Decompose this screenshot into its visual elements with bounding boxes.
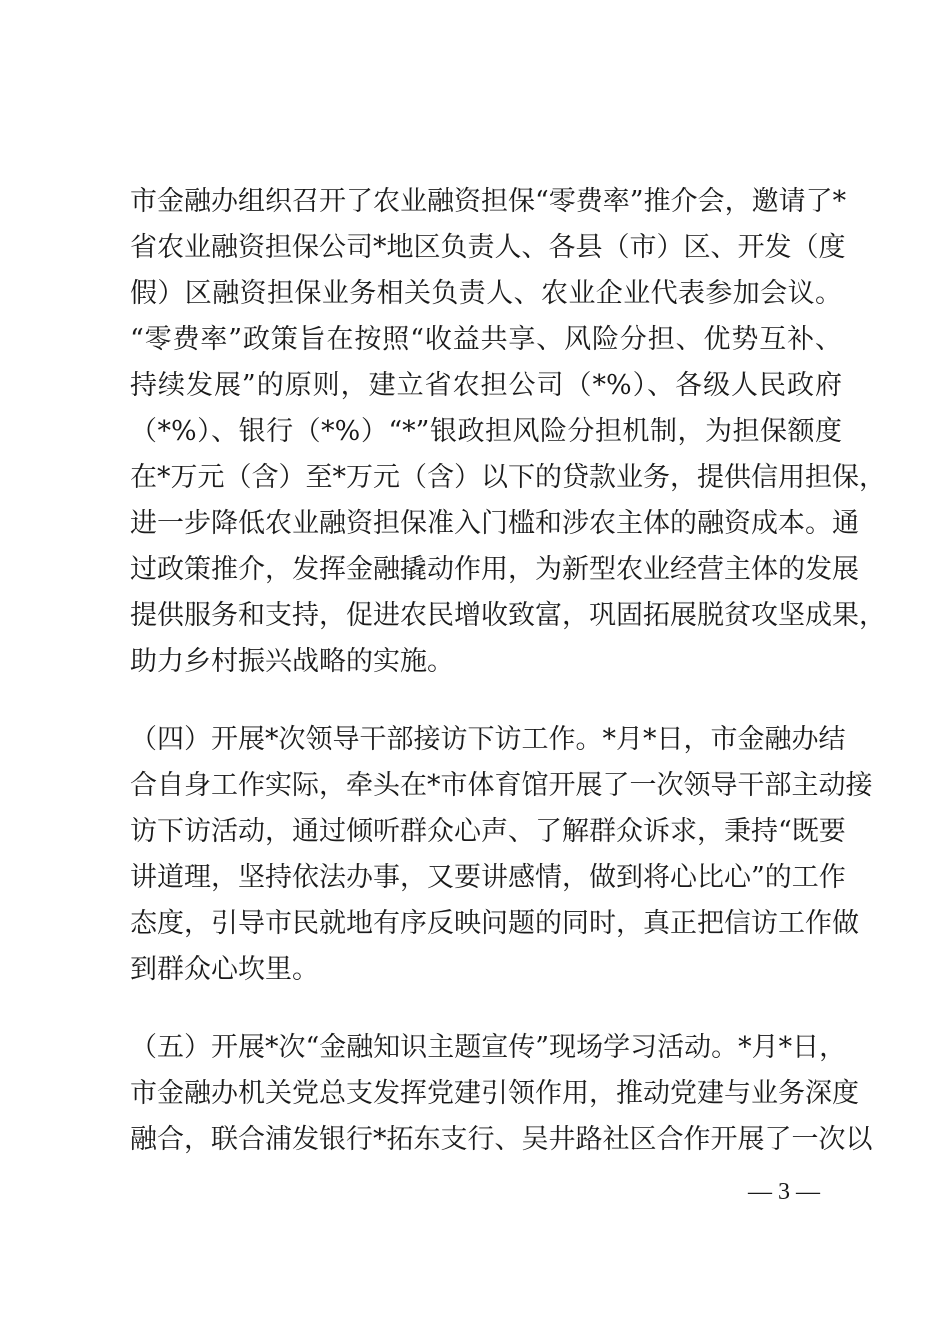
paragraph-1-line: 市金融办组织召开了农业融资担保“零费率”推介会，邀请了*: [130, 186, 847, 217]
page-number: — 3 —: [748, 1179, 820, 1205]
paragraph-3-line: 融合，联合浦发银行*拓东支行、吴井路社区合作开展了一次以: [130, 1124, 873, 1155]
paragraph-3-line: 市金融办机关党总支发挥党建引领作用，推动党建与业务深度: [130, 1078, 859, 1109]
paragraph-1-line: 提供服务和支持，促进农民增收致富，巩固拓展脱贫攻坚成果，: [130, 600, 886, 631]
paragraph-1-line: 过政策推介，发挥金融撬动作用，为新型农业经营主体的发展: [130, 554, 859, 585]
paragraph-2-line: 到群众心坎里。: [130, 954, 319, 985]
paragraph-1-line: 持续发展”的原则，建立省农担公司（*%）、各级人民政府: [130, 370, 842, 401]
paragraph-1-line: 假）区融资担保业务相关负责人、农业企业代表参加会议。: [130, 278, 842, 309]
paragraph-1-line: “零费率”政策旨在按照“收益共享、风险分担、优势互补、: [130, 324, 842, 355]
paragraph-1-line: 省农业融资担保公司*地区负责人、各县（市）区、开发（度: [130, 232, 846, 263]
paragraph-1-line: 助力乡村振兴战略的实施。: [130, 646, 454, 677]
paragraph-1-line: 进一步降低农业融资担保准入门槛和涉农主体的融资成本。通: [130, 508, 859, 539]
paragraph-3-line: （五）开展*次“金融知识主题宣传”现场学习活动。*月*日，: [130, 1032, 847, 1063]
paragraph-2-line: 态度，引导市民就地有序反映问题的同时，真正把信访工作做: [130, 908, 859, 939]
paragraph-2-line: 讲道理，坚持依法办事，又要讲感情，做到将心比心”的工作: [130, 862, 846, 893]
paragraph-1-line: （*%）、银行（*%）“*”银政担风险分担机制，为担保额度: [130, 416, 842, 447]
paragraph-2-line: 访下访活动，通过倾听群众心声、了解群众诉求，秉持“既要: [130, 816, 846, 847]
paragraph-1-line: 在*万元（含）至*万元（含）以下的贷款业务，提供信用担保，: [130, 462, 886, 493]
paragraph-2-line: （四）开展*次领导干部接访下访工作。*月*日，市金融办结: [130, 724, 846, 755]
paragraph-2-line: 合自身工作实际，牵头在*市体育馆开展了一次领导干部主动接: [130, 770, 873, 801]
